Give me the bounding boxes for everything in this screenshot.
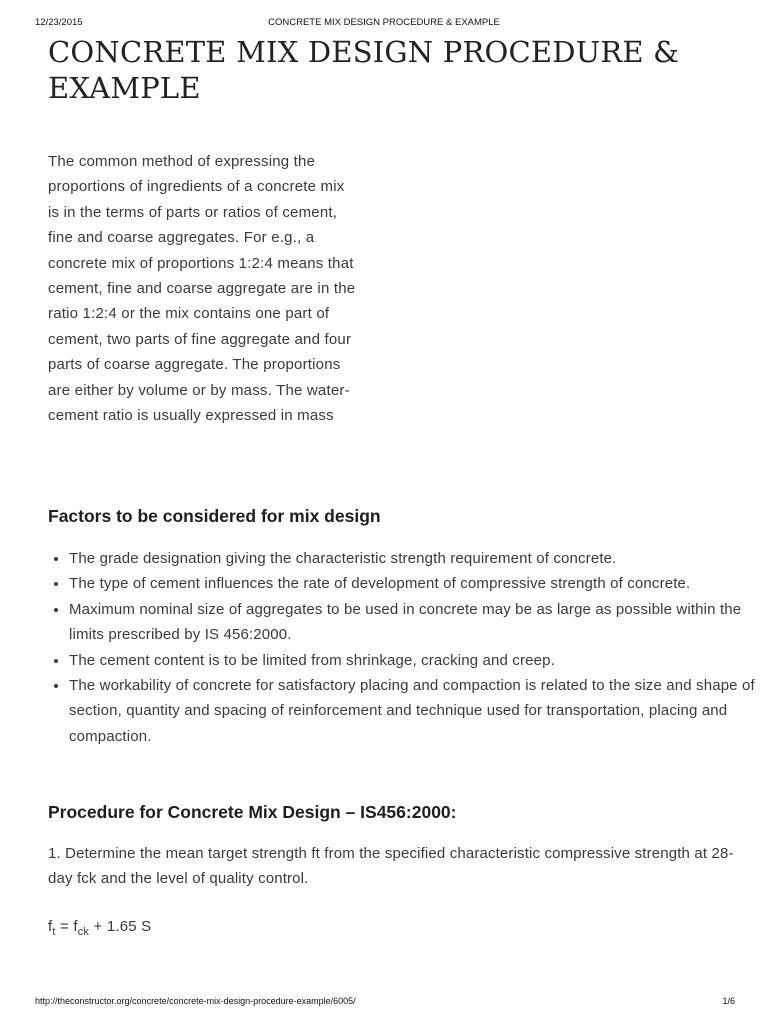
formula-lhs: f — [48, 918, 53, 935]
formula-equals: = — [55, 918, 74, 935]
intro-paragraph: The common method of expressing the proportions of ingredients of a concrete mix is in the terms of parts or ratios of cement, fine and coarse aggregates. For e.g., a concrete mix of proportions 1:2:4 means that cement, fine and coarse aggregate are in the ratio 1:2:4 or the mix contains one part of cement, two parts of fine aggregate and four parts of coarse aggregate. The proportions are either by volume or by mass. The water-cement ratio is usually expressed in mass — [48, 153, 356, 425]
print-footer — [0, 996, 768, 1010]
print-header — [0, 17, 768, 31]
factors-list — [48, 546, 759, 749]
procedure-heading: Procedure for Concrete Mix Design – IS456:2000: — [48, 802, 457, 822]
print-header-title: CONCRETE MIX DESIGN PROCEDURE & EXAMPLE — [268, 17, 500, 28]
formula-lhs-subscript: t — [52, 926, 56, 938]
formula-rhs-subscript: ck — [77, 926, 90, 938]
list-item: • The workability of concrete for satisfactory placing and compaction is related to the size and shape of section, quantity and spacing of reinforcement and technique used for transportation, placing and compaction. — [69, 673, 759, 749]
list-item: • The cement content is to be limited from shrinkage, cracking and creep. — [69, 648, 759, 673]
formula-tail: + 1.65 S — [89, 918, 152, 935]
list-item: • Maximum nominal size of aggregates to be used in concrete may be as large as possible within the limits prescribed by IS 456:2000. — [69, 597, 759, 648]
step-1-text: 1. Determine the mean target strength ft from the specified characteristic compressive strength at 28-day fck and the level of quality control. — [48, 845, 734, 888]
page-title: CONCRETE MIX DESIGN PROCEDURE & EXAMPLE — [48, 35, 680, 105]
target-strength-formula — [48, 918, 151, 938]
list-item: • The type of cement influences the rate of development of compressive strength of concrete. — [69, 571, 759, 596]
formula-rhs: f — [73, 918, 78, 935]
source-url: http://theconstructor.org/concrete/concrete-mix-design-procedure-example/6005/ — [35, 996, 356, 1006]
page-number: 1/6 — [722, 996, 735, 1006]
print-date: 12/23/2015 — [35, 17, 83, 28]
list-item: • The grade designation giving the characteristic strength requirement of concrete. — [69, 546, 759, 571]
factors-heading: Factors to be considered for mix design — [48, 506, 381, 526]
